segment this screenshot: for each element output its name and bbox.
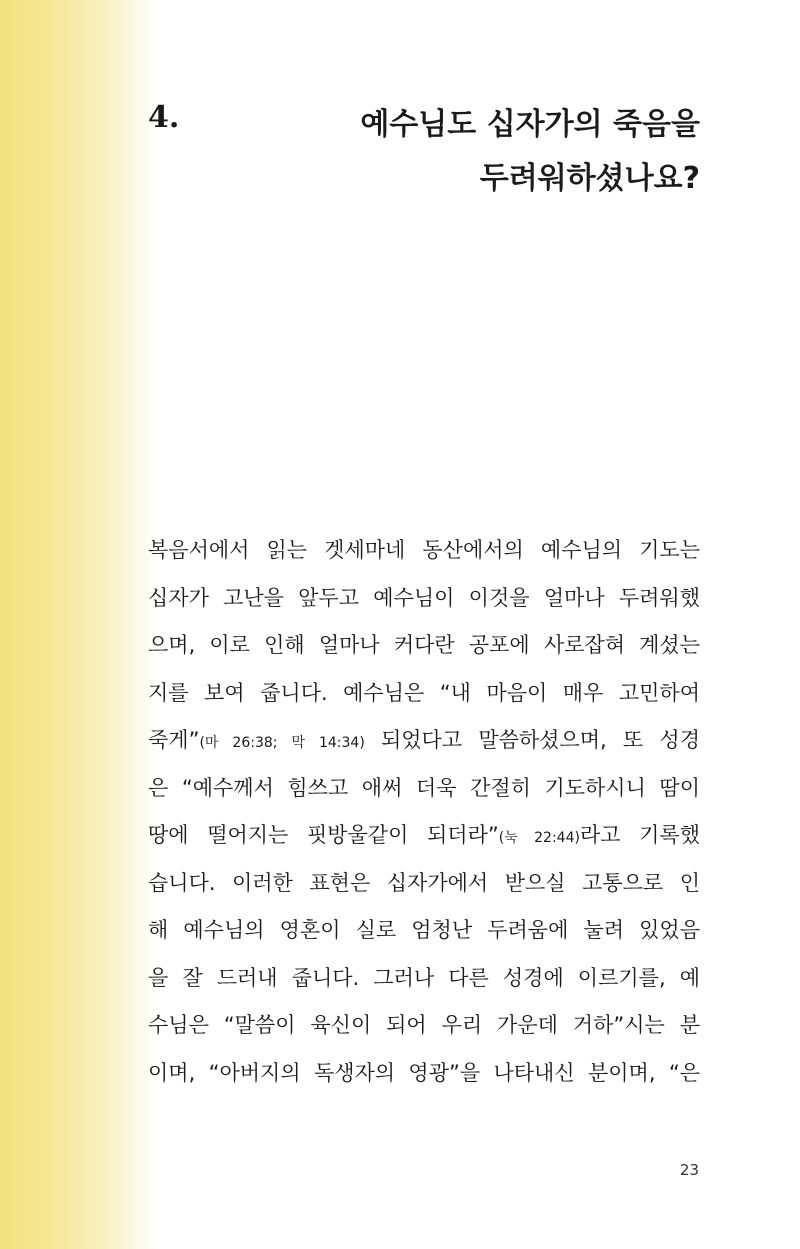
paragraph-line: 해 예수님의 영혼이 실로 엄청난 두려움에 눌려 있었음 [148, 918, 700, 942]
paragraph-line: 이며, “아버지의 독생자의 영광”을 나타내신 분이며, “은 [148, 1060, 700, 1085]
chapter-title-line: 두려워하셨나요? [479, 161, 700, 196]
scripture-reference: (눅 22:44) [498, 830, 580, 846]
chapter-number: 4. [148, 100, 180, 135]
paragraph-line: 으며, 이로 인해 얼마나 커다란 공포에 사로잡혀 계셨는 [148, 633, 700, 657]
chapter-title-line: 예수님도 십자가의 죽음을 [360, 107, 700, 142]
paragraph-line [148, 717, 700, 765]
scripture-reference: (마 26:38; 막 14:34) [199, 735, 365, 751]
paragraph-line: 복음서에서 읽는 겟세마네 동산에서의 예수님의 기도는 [148, 538, 700, 562]
line-text: 땅에 떨어지는 핏방울같이 되더라” [148, 823, 499, 847]
paragraph-line: 십자가 고난을 앞두고 예수님이 이것을 얼마나 두려워했 [148, 585, 700, 610]
chapter-title [280, 98, 700, 206]
page-number: 23 [679, 1161, 699, 1179]
paragraph-line: 지를 보여 줍니다. 예수님은 “내 마음이 매우 고민하여 [148, 680, 700, 705]
paragraph-line [148, 812, 700, 860]
paragraph-line: 을 잘 드러내 줍니다. 그러나 다른 성경에 이르기를, 예 [148, 965, 700, 990]
line-text: 라고 기록했 [579, 823, 700, 847]
paragraph-line: 은 “예수께서 힘쓰고 애써 더욱 간절히 기도하시니 땀이 [148, 775, 700, 800]
line-text: 죽게” [148, 728, 200, 752]
body-paragraph [148, 527, 700, 1097]
line-text: 되었다고 말씀하셨으며, 또 성경 [364, 728, 700, 752]
paragraph-line: 습니다. 이러한 표현은 십자가에서 받으실 고통으로 인 [148, 870, 700, 895]
paragraph-line: 수님은 “말씀이 육신이 되어 우리 가운데 거하”시는 분 [148, 1013, 700, 1037]
decorative-yellow-band [0, 0, 158, 1249]
